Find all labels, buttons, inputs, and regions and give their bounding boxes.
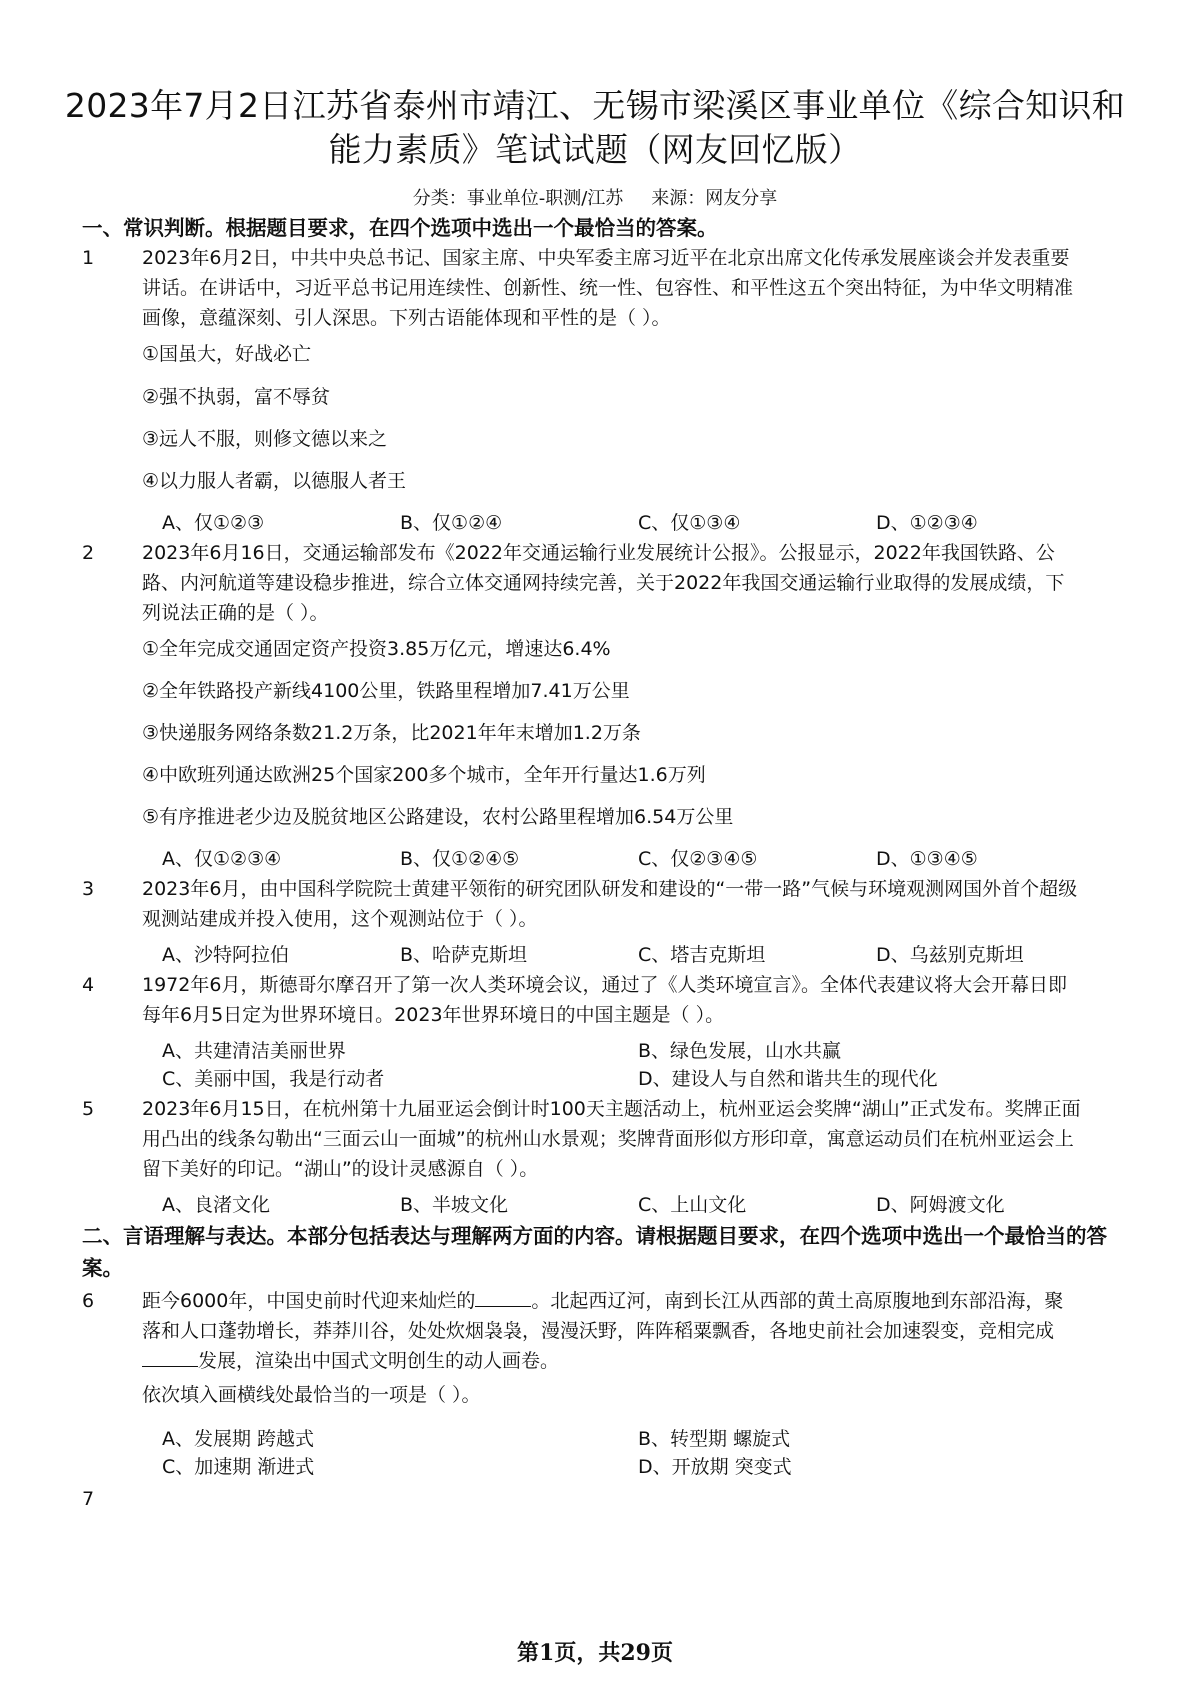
question-text: 2023年6月16日，交通运输部发布《2022年交通运输行业发展统计公报》。公报显示，2022年我国铁路、公路、内河航道等建设稳步推进，综合立体交通网持续完善，关于2022年我国交通运输行业取得的发展成绩，下列说法正确的是（ ）。 — [142, 542, 1065, 624]
option-c: C、上山文化 — [638, 1194, 747, 1216]
question-number: 5 — [82, 1098, 95, 1120]
question-number: 3 — [82, 878, 95, 900]
statement: ①全年完成交通固定资产投资3.85万亿元，增速达6.4% — [142, 638, 611, 660]
option-d: D、①③④⑤ — [876, 848, 978, 870]
option-d: D、开放期 突变式 — [638, 1456, 792, 1478]
question-text: 2023年6月，由中国科学院院士黄建平领衔的研究团队研发和建设的“一带一路”气候与环境观测网国外首个超级观测站建成并投入使用，这个观测站位于（ ）。 — [142, 878, 1078, 930]
question-number: 7 — [82, 1488, 95, 1510]
section-heading-1: 一、常识判断。根据题目要求，在四个选项中选出一个最恰当的答案。 — [82, 216, 718, 240]
option-b: B、仅①②④⑤ — [400, 848, 520, 870]
question-text-part: 距今6000年，中国史前时代迎来灿烂的 — [142, 1290, 476, 1312]
option-a: A、发展期 跨越式 — [162, 1428, 315, 1450]
option-a: A、良渚文化 — [162, 1194, 270, 1216]
option-d: D、阿姆渡文化 — [876, 1194, 1005, 1216]
fill-blank — [142, 1346, 198, 1367]
question-text: 1972年6月，斯德哥尔摩召开了第一次人类环境会议，通过了《人类环境宣言》。全体代表建议将大会开幕日即每年6月5日定为世界环境日。2023年世界环境日的中国主题是（ ）。 — [142, 974, 1067, 1026]
statement: ③快递服务网络条数21.2万条，比2021年年末增加1.2万条 — [142, 722, 641, 744]
option-b: B、哈萨克斯坦 — [400, 944, 528, 966]
option-d: D、①②③④ — [876, 512, 978, 534]
option-c: C、美丽中国，我是行动者 — [162, 1068, 385, 1090]
option-b: B、转型期 螺旋式 — [638, 1428, 791, 1450]
question-text-part: 。北起西辽河，南到长江从西部的黄土高原腹地到东部沿海，聚落和人口蓬勃增长，莽莽川谷，处处炊烟袅袅，漫漫沃野，阵阵稻粟飘香，各地史前社会加速裂变，竞相完成 — [142, 1290, 1064, 1342]
category-label: 分类：事业单位-职测/江苏 — [412, 188, 624, 209]
option-b: B、绿色发展，山水共赢 — [638, 1040, 842, 1062]
statement: ①国虽大，好战必亡 — [142, 343, 312, 365]
option-c: C、仅①③④ — [638, 512, 741, 534]
statement: ④以力服人者霸，以德服人者王 — [142, 470, 407, 492]
document-title: 2023年7月2日江苏省泰州市靖江、无锡市梁溪区事业单位《综合知识和能力素质》笔试试题（网友回忆版） — [64, 86, 1126, 169]
page-footer: 第1页，共29页 — [517, 1640, 673, 1666]
option-a: A、仅①②③④ — [162, 848, 282, 870]
option-d: D、乌兹别克斯坦 — [876, 944, 1024, 966]
document-meta — [0, 184, 1190, 210]
statement: ⑤有序推进老少边及脱贫地区公路建设，农村公路里程增加6.54万公里 — [142, 806, 734, 828]
option-a: A、共建清洁美丽世界 — [162, 1040, 346, 1062]
question-text-part: 发展，渲染出中国式文明创生的动人画卷。 — [198, 1350, 560, 1372]
question-prompt: 依次填入画横线处最恰当的一项是（ ）。 — [142, 1384, 481, 1406]
question-number: 6 — [82, 1290, 95, 1312]
option-d: D、建设人与自然和谐共生的现代化 — [638, 1068, 938, 1090]
statement: ②全年铁路投产新线4100公里，铁路里程增加7.41万公里 — [142, 680, 630, 702]
option-a: A、沙特阿拉伯 — [162, 944, 289, 966]
statement: ④中欧班列通达欧洲25个国家200多个城市，全年开行量达1.6万列 — [142, 764, 706, 786]
question-text: 2023年6月2日，中共中央总书记、国家主席、中央军委主席习近平在北京出席文化传承发展座谈会并发表重要讲话。在讲话中，习近平总书记用连续性、创新性、统一性、包容性、和平性这五个突出特征，为中华文明精准画像，意蕴深刻、引人深思。下列古语能体现和平性的是（ ）。 — [142, 247, 1074, 329]
question-number: 2 — [82, 542, 95, 564]
statement: ②强不执弱，富不辱贫 — [142, 386, 331, 408]
question-number: 4 — [82, 974, 95, 996]
statement: ③远人不服，则修文德以来之 — [142, 428, 388, 450]
option-c: C、加速期 渐进式 — [162, 1456, 315, 1478]
source-label: 来源：网友分享 — [651, 188, 778, 209]
option-b: B、半坡文化 — [400, 1194, 509, 1216]
option-c: C、塔吉克斯坦 — [638, 944, 766, 966]
fill-blank — [475, 1286, 531, 1307]
question-number: 1 — [82, 247, 95, 269]
option-b: B、仅①②④ — [400, 512, 503, 534]
question-text — [142, 1286, 1082, 1376]
section-heading-2: 二、言语理解与表达。本部分包括表达与理解两方面的内容。请根据题目要求，在四个选项中选出一个最恰当的答案。 — [82, 1224, 1107, 1280]
question-text: 2023年6月15日，在杭州第十九届亚运会倒计时100天主题活动上，杭州亚运会奖牌“湖山”正式发布。奖牌正面用凸出的线条勾勒出“三面云山一面城”的杭州山水景观；奖牌背面形似方形印章，寓意运动员们在杭州亚运会上留下美好的印记。“湖山”的设计灵感源自（ ）。 — [142, 1098, 1081, 1180]
option-a: A、仅①②③ — [162, 512, 265, 534]
option-c: C、仅②③④⑤ — [638, 848, 758, 870]
